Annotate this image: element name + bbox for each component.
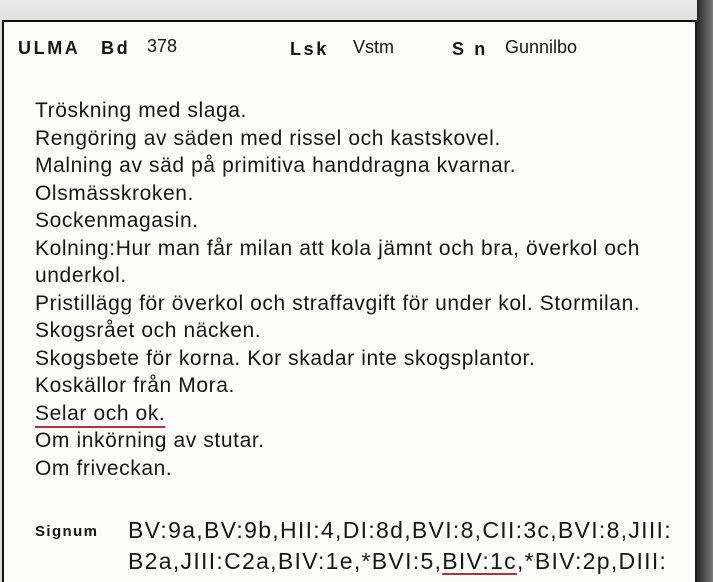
subject-line: Malning av säd på primitiva handdragna kvarnar.: [35, 154, 517, 177]
subject-line: Om inkörning av stutar.: [35, 429, 265, 452]
subject-line: underkol.: [35, 264, 127, 287]
subject-line-marked: [35, 400, 640, 428]
signum-codes-after: ,*BIV:2p,DIII:: [516, 548, 668, 574]
scan-top-margin: [0, 0, 697, 20]
subject-line: Om friveckan.: [35, 456, 173, 480]
lsk-value: Vstm: [353, 37, 395, 57]
red-underlined-subject: Selar och ok.: [35, 401, 166, 425]
signum-codes-line-1: BV:9a,BV:9b,HII:4,DI:8d,BVI:8,CII:3c,BVI:8,JIII:: [128, 517, 672, 543]
sn-value: Gunnilbo: [505, 37, 578, 57]
scan-right-edge: [697, 0, 713, 582]
subject-line: Skogsbete för korna. Kor skadar inte skogsplantor.: [35, 346, 536, 370]
subject-line: Pristillägg för överkol och straffavgift för under kol. Stormilan.: [35, 291, 641, 315]
subject-line: Skogsrået och näcken.: [35, 319, 262, 342]
bd-label: Bd: [101, 38, 131, 58]
signum-code-underlined: BIV:1c: [442, 548, 517, 574]
subject-line: Tröskning med slaga.: [35, 99, 247, 122]
subject-line: Olsmässkroken.: [35, 181, 194, 205]
subject-list: [35, 97, 640, 482]
subject-line: Rengöring av säden med rissel och kastskovel.: [35, 126, 501, 150]
subject-line: Kolning:Hur man får milan att kola jämnt och bra, överkol och: [35, 236, 641, 260]
sn-label: S n: [452, 39, 488, 59]
lsk-label: Lsk: [290, 39, 329, 59]
subject-line: Koskällor från Mora.: [35, 374, 235, 397]
archive-label: ULMA: [18, 38, 81, 58]
signum-codes-line-2: [128, 546, 667, 576]
signum-label: Signum: [35, 523, 99, 540]
signum-codes-before: B2a,JIII:C2a,BIV:1e,*BVI:5,: [128, 548, 443, 574]
subject-line: Sockenmagasin.: [35, 209, 199, 232]
bd-value: 378: [147, 36, 178, 56]
